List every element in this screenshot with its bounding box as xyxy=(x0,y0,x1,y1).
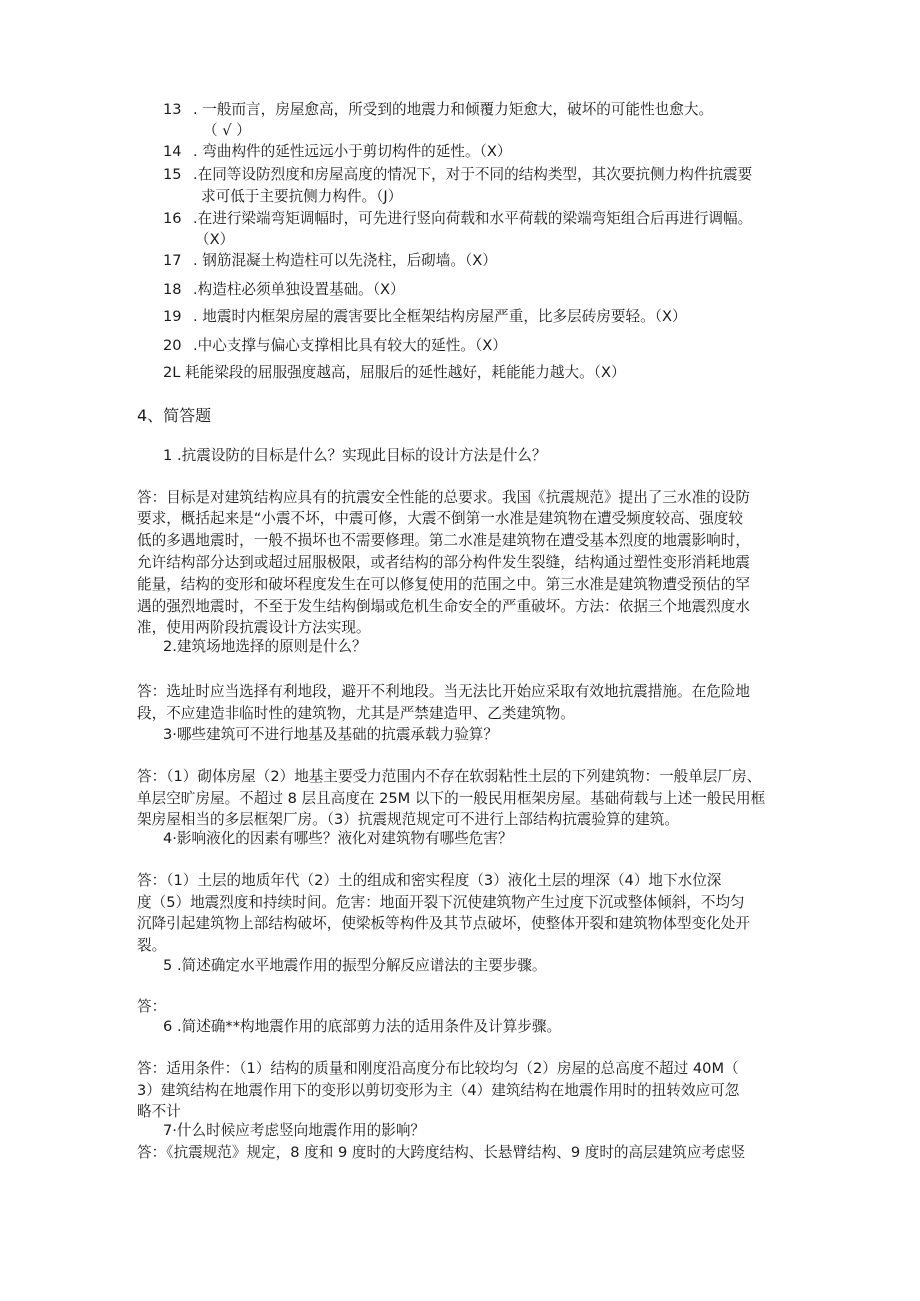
q3-answer-line-2: 单层空旷房屋。不超过 8 层且高度在 25M 以下的一般民用框架房屋。基础荷载与上述一般民用框 xyxy=(137,790,766,807)
item-16-line-1: .在进行梁端弯矩调幅时，可先进行竖向荷载和水平荷载的梁端弯矩组合后再进行调幅。 xyxy=(193,210,753,227)
q4-answer-line-2: 度（5）地震烈度和持续时间。危害：地面开裂下沉使建筑物产生过度下沉或整体倾斜，不均匀 xyxy=(137,894,745,911)
item-14-line-1: . 弯曲构件的延性远远小于剪切构件的延性。（X） xyxy=(193,143,512,160)
q2-answer-line-1: 答：选址时应当选择有利地段，避开不利地段。当无法比开始应采取有效地抗震措施。在危险地 xyxy=(137,683,750,700)
item-16-number: 16 xyxy=(163,210,182,227)
q3-question: 3·哪些建筑可不进行地基及基础的抗震承载力验算？ xyxy=(163,726,498,743)
q7-answer-line-1: 答：《抗震规范》规定，8 度和 9 度时的大跨度结构、长悬臂结构、9 度时的高层建筑应考虑竖 xyxy=(137,1144,746,1161)
q1-answer-line-1: 答：目标是对建筑结构应具有的抗震安全性能的总要求。我国《抗震规范》提出了三水准的设防 xyxy=(137,489,750,506)
q2-question: 2.建筑场地选择的原则是什么？ xyxy=(163,638,367,655)
item-20-number: 20 xyxy=(163,337,182,354)
q1-number: 1 xyxy=(163,447,173,464)
q1-answer-line-3: 低的多遇地震时，一般不损坏也不需要修理。第二水准是建筑物在遭受基本烈度的地震影响时， xyxy=(137,532,750,549)
item-21-line-1: 2L 耗能梁段的屈服强度越高，屈服后的延性越好，耗能能力越大。（X） xyxy=(163,364,626,381)
q6-answer-line-3: 略不计 xyxy=(137,1103,181,1120)
q1-answer-line-5: 能量，结构的变形和破坏程度发生在可以修复使用的范围之中。第三水准是建筑物遭受预估的罕 xyxy=(137,576,750,593)
q1-question: .抗震设防的目标是什么？实现此目标的设计方法是什么？ xyxy=(177,447,547,464)
q4-answer-line-3: 沉降引起建筑物上部结构破坏，使梁板等构件及其节点破坏，使整体开裂和建筑物体型变化处开 xyxy=(137,915,750,932)
item-13-line-1: . 一般而言，房屋愈高，所受到的地震力和倾覆力矩愈大，破坏的可能性也愈大。 xyxy=(193,101,714,118)
q3-answer-line-1: 答：（1）砌体房屋（2）地基主要受力范围内不存在软弱粘性土层的下列建筑物：一般单层厂房、 xyxy=(137,768,762,785)
item-18-number: 18 xyxy=(163,281,182,298)
item-19-line-1: . 地震时内框架房屋的震害要比全框架结构房屋严重，比多层砖房要轻。（X） xyxy=(193,308,687,325)
q4-question: 4·影响液化的因素有哪些？液化对建筑物有哪些危害？ xyxy=(163,830,513,847)
item-17-number: 17 xyxy=(163,252,182,269)
item-16-line-2: （X） xyxy=(195,231,235,248)
q2-answer-line-2: 段，不应建造非临时性的建筑物，尤其是严禁建造甲、乙类建筑物。 xyxy=(137,705,575,722)
q1-answer-line-7: 准，使用两阶段抗震设计方法实现。 xyxy=(137,619,371,636)
item-13-line-2: （ √ ） xyxy=(203,122,251,139)
q4-answer-line-1: 答：（1）土层的地质年代（2）土的组成和密实程度（3）液化土层的埋深（4）地下水位深 xyxy=(137,872,722,889)
q1-answer-line-4: 允许结构部分达到或超过屈服极限，或者结构的部分构件发生裂缝，结构通过塑性变形消耗地震 xyxy=(137,554,750,571)
item-18-line-1: .构造柱必须单独设置基础。（X） xyxy=(193,281,405,298)
q3-answer-line-3: 架房屋相当的多层框架厂房。（3）抗震规范规定可不进行上部结构抗震验算的建筑。 xyxy=(137,811,679,828)
q1-answer-line-2: 要求，概括起来是“小震不坏，中震可修，大震不倒第一水准是建筑物在遭受频度较高、强度较 xyxy=(137,510,743,527)
q6-answer-line-1: 答：适用条件：（1）结构的质量和刚度沿高度分布比较均匀（2）房屋的总高度不超过 40M（ xyxy=(137,1060,739,1077)
section-heading: 4、简答题 xyxy=(137,406,212,425)
q6-number: 6 xyxy=(163,1018,173,1035)
item-15-number: 15 xyxy=(163,166,182,183)
item-17-line-1: . 钢筋混凝土构造柱可以先浇柱，后砌墙。（X） xyxy=(193,252,497,269)
item-15-line-2: 求可低于主要抗侧力构件。（J） xyxy=(201,188,403,205)
item-14-number: 14 xyxy=(163,143,182,160)
q7-question: 7·什么时候应考虑竖向地震作用的影响？ xyxy=(163,1122,426,1139)
q6-question: .简述确**构地震作用的底部剪力法的适用条件及计算步骤。 xyxy=(177,1018,562,1035)
q6-answer-line-2: 3）建筑结构在地震作用下的变形以剪切变形为主（4）建筑结构在地震作用时的扭转效应可忽 xyxy=(137,1082,740,1099)
q5-answer-line-1: 答： xyxy=(137,998,167,1015)
item-13-number: 13 xyxy=(163,101,182,118)
item-19-number: 19 xyxy=(163,308,182,325)
q1-answer-line-6: 遇的强烈地震时，不至于发生结构倒塌或危机生命安全的严重破坏。方法：依据三个地震烈度水 xyxy=(137,598,750,615)
q5-question: .简述确定水平地震作用的振型分解反应谱法的主要步骤。 xyxy=(177,957,547,974)
item-20-line-1: .中心支撑与偏心支撑相比具有较大的延性。（X） xyxy=(193,337,507,354)
q4-answer-line-4: 裂。 xyxy=(137,937,167,954)
item-15-line-1: .在同等设防烈度和房屋高度的情况下，对于不同的结构类型，其次要抗侧力构件抗震要 xyxy=(193,166,753,183)
q5-number: 5 xyxy=(163,957,173,974)
